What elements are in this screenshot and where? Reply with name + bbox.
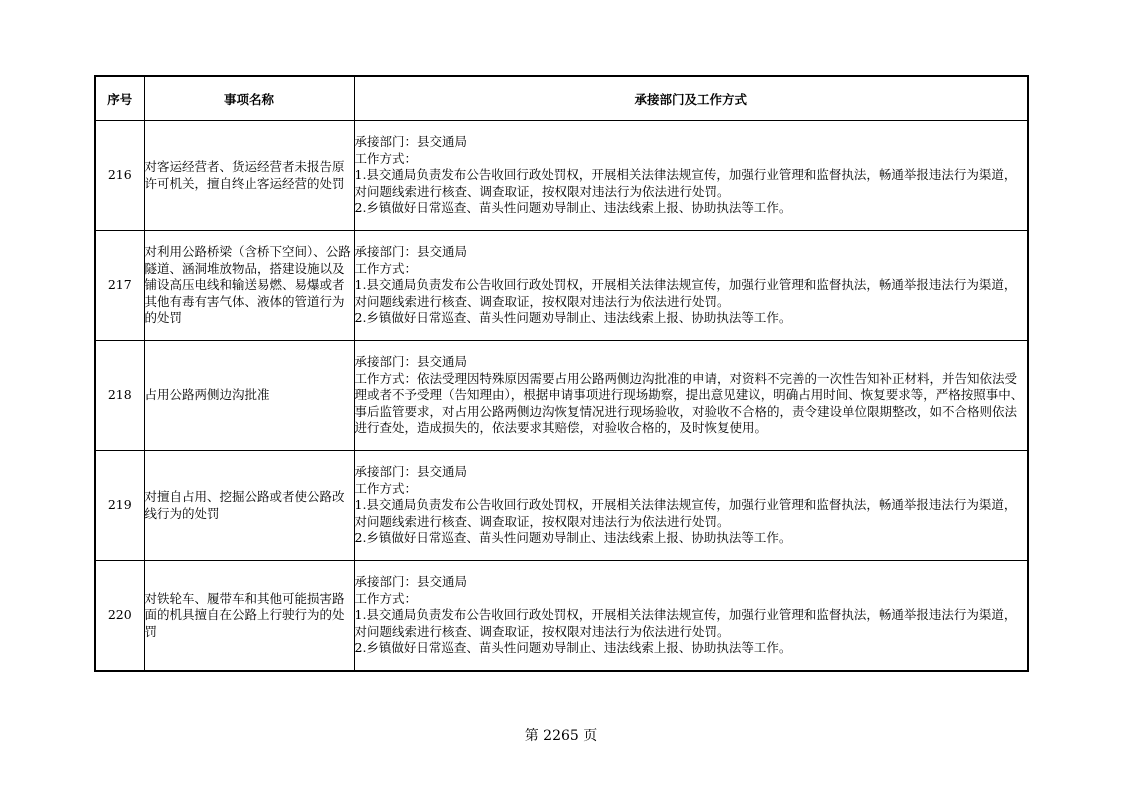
row-dept: 承接部门：县交通局 bbox=[354, 244, 468, 260]
row-item-1: 1.县交通局负责发布公告收回行政处罚权，开展相关法律法规宣传，加强行业管理和监督执法，畅通举报违法行为渠道，对问题线索进行核查、调查取证，按权限对违法行为依法进行处罚。 bbox=[354, 607, 1017, 639]
row-name: 占用公路两侧边沟批准 bbox=[144, 341, 354, 451]
row-num: 219 bbox=[95, 451, 144, 561]
row-name: 对擅自占用、挖掘公路或者使公路改线行为的处罚 bbox=[144, 451, 354, 561]
header-name: 事项名称 bbox=[144, 76, 354, 121]
row-method bbox=[354, 561, 1028, 672]
row-dept: 承接部门：县交通局 bbox=[354, 134, 468, 150]
row-name: 对客运经营者、货运经营者未报告原许可机关，擅自终止客运经营的处罚 bbox=[144, 121, 354, 231]
row-method bbox=[354, 231, 1028, 341]
row-name: 对利用公路桥梁（含桥下空间）、公路隧道、涵洞堆放物品，搭建设施以及铺设高压电线和输送易燃、易爆或者其他有毒有害气体、液体的管道行为的处罚 bbox=[144, 231, 354, 341]
row-mode: 工作方式： bbox=[354, 590, 418, 606]
row-name: 对铁轮车、履带车和其他可能损害路面的机具擅自在公路上行驶行为的处罚 bbox=[144, 561, 354, 672]
row-dept: 承接部门：县交通局 bbox=[354, 464, 468, 480]
row-method bbox=[354, 121, 1028, 231]
row-dept: 承接部门：县交通局 bbox=[354, 354, 468, 370]
header-num: 序号 bbox=[95, 76, 144, 121]
row-item-1: 1.县交通局负责发布公告收回行政处罚权，开展相关法律法规宣传，加强行业管理和监督执法，畅通举报违法行为渠道，对问题线索进行核查、调查取证，按权限对违法行为依法进行处罚。 bbox=[354, 277, 1017, 309]
table-row bbox=[95, 341, 1028, 451]
row-num: 220 bbox=[95, 561, 144, 672]
row-method bbox=[354, 451, 1028, 561]
page-number: 第 2265 页 bbox=[524, 728, 598, 744]
table-row bbox=[95, 561, 1028, 672]
table-row bbox=[95, 231, 1028, 341]
row-mode: 工作方式： bbox=[354, 480, 418, 496]
table-header-row bbox=[95, 76, 1028, 121]
row-item-2: 2.乡镇做好日常巡查、苗头性问题劝导制止、违法线索上报、协助执法等工作。 bbox=[354, 310, 792, 326]
row-mode: 工作方式： bbox=[354, 260, 418, 276]
row-item-1: 1.县交通局负责发布公告收回行政处罚权，开展相关法律法规宣传，加强行业管理和监督执法，畅通举报违法行为渠道，对问题线索进行核查、调查取证，按权限对违法行为依法进行处罚。 bbox=[354, 167, 1017, 199]
row-item-1: 1.县交通局负责发布公告收回行政处罚权，开展相关法律法规宣传，加强行业管理和监督执法，畅通举报违法行为渠道，对问题线索进行核查、调查取证，按权限对违法行为依法进行处罚。 bbox=[354, 497, 1017, 529]
row-num: 218 bbox=[95, 341, 144, 451]
table-row bbox=[95, 121, 1028, 231]
header-method: 承接部门及工作方式 bbox=[354, 76, 1028, 121]
row-method bbox=[354, 341, 1028, 451]
matters-table bbox=[94, 75, 1029, 672]
row-num: 217 bbox=[95, 231, 144, 341]
row-mode: 工作方式： bbox=[354, 150, 418, 166]
row-mode: 工作方式：依法受理因特殊原因需要占用公路两侧边沟批准的申请，对资料不完善的一次性告知补正材料，并告知依法受理或者不予受理（告知理由），根据申请事项进行现场勘察，提出意见建议，明确占用时间、恢复要求等，严格按照事中、事后监管要求，对占用公路两侧边沟恢复情况进行现场验收，对验收不合格的，责令建设单位限期整改，如不合格则依法进行查处，造成损失的，依法要求其赔偿，对验收合格的，及时恢复使用。 bbox=[354, 370, 1024, 436]
table-row bbox=[95, 451, 1028, 561]
row-item-2: 2.乡镇做好日常巡查、苗头性问题劝导制止、违法线索上报、协助执法等工作。 bbox=[354, 200, 792, 216]
row-dept: 承接部门：县交通局 bbox=[354, 574, 468, 590]
row-item-2: 2.乡镇做好日常巡查、苗头性问题劝导制止、违法线索上报、协助执法等工作。 bbox=[354, 640, 792, 656]
row-num: 216 bbox=[95, 121, 144, 231]
row-item-2: 2.乡镇做好日常巡查、苗头性问题劝导制止、违法线索上报、协助执法等工作。 bbox=[354, 530, 792, 546]
